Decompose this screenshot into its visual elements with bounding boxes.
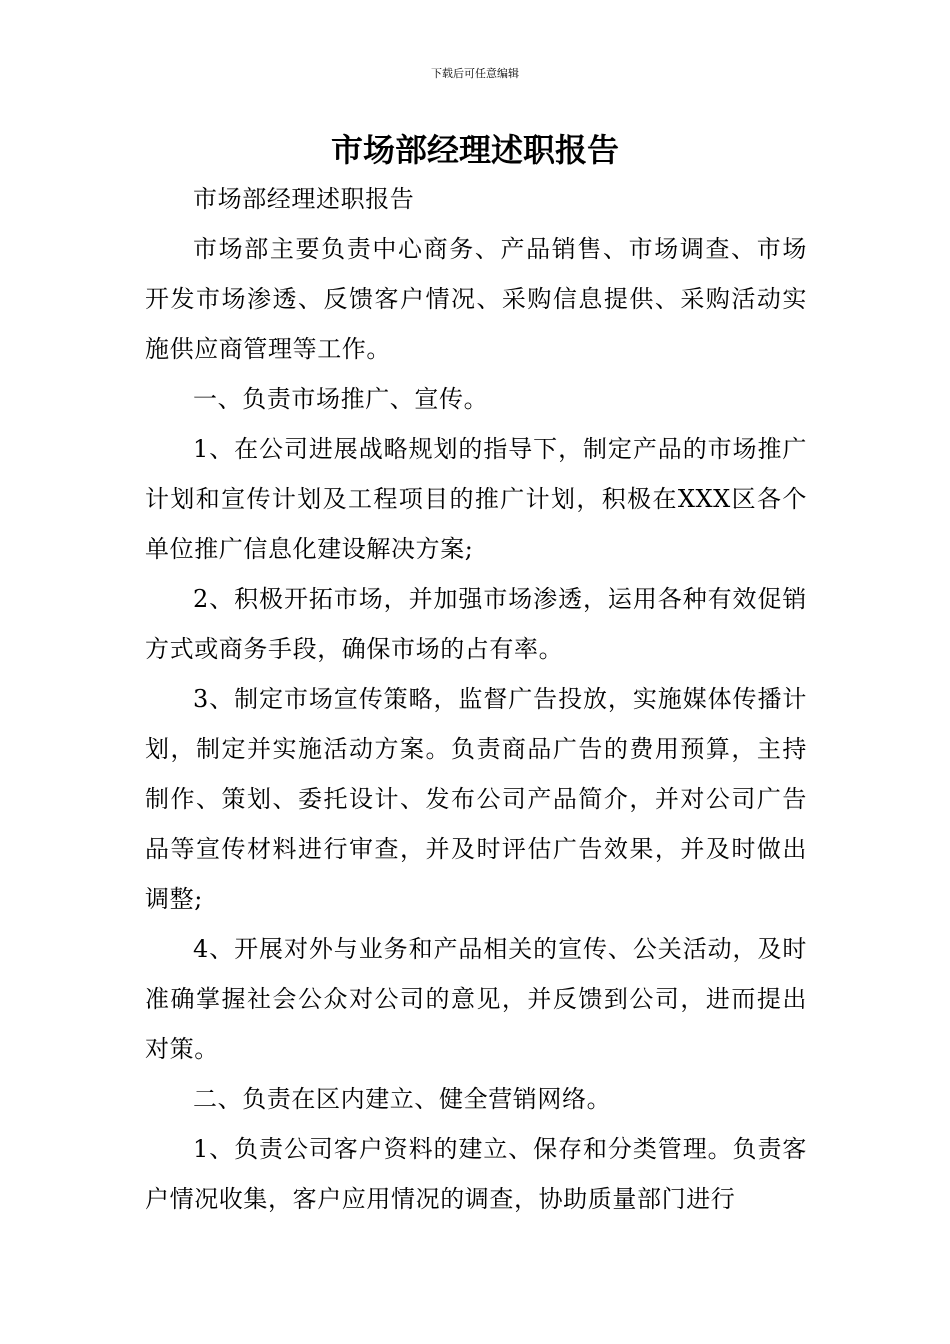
paragraph-2-1: 1、负责公司客户资料的建立、保存和分类管理。负责客户情况收集，客户应用情况的调查，协助质量部门进行 [145,1135,807,1213]
document-body [145,174,807,1224]
paragraph-1-2: 2、积极开拓市场，并加强市场渗透，运用各种有效促销方式或商务手段，确保市场的占有率。 [145,585,807,663]
paragraph-subtitle: 市场部经理述职报告 [193,185,415,213]
paragraph-1-4: 4、开展对外与业务和产品相关的宣传、公关活动，及时准确掌握社会公众对公司的意见，并反馈到公司，进而提出对策。 [145,935,807,1063]
section-heading-2: 二、负责在区内建立、健全营销网络。 [193,1085,612,1113]
paragraph-1-3: 3、制定市场宣传策略，监督广告投放，实施媒体传播计划，制定并实施活动方案。负责商品广告的费用预算，主持制作、策划、委托设计、发布公司产品简介，并对公司广告品等宣传材料进行审查，并及时评估广告效果，并及时做出调整; [145,685,807,913]
section-heading-1: 一、负责市场推广、宣传。 [193,385,489,413]
document-title: 市场部经理述职报告 [330,131,619,169]
paragraph-intro: 市场部主要负责中心商务、产品销售、市场调查、市场开发市场渗透、反馈客户情况、采购信息提供、采购活动实施供应商管理等工作。 [145,235,807,363]
header-note: 下载后可任意编辑 [431,67,519,80]
paragraph-1-1: 1、在公司进展战略规划的指导下，制定产品的市场推广计划和宣传计划及工程项目的推广计划，积极在XXX区各个单位推广信息化建设解决方案; [145,435,807,563]
